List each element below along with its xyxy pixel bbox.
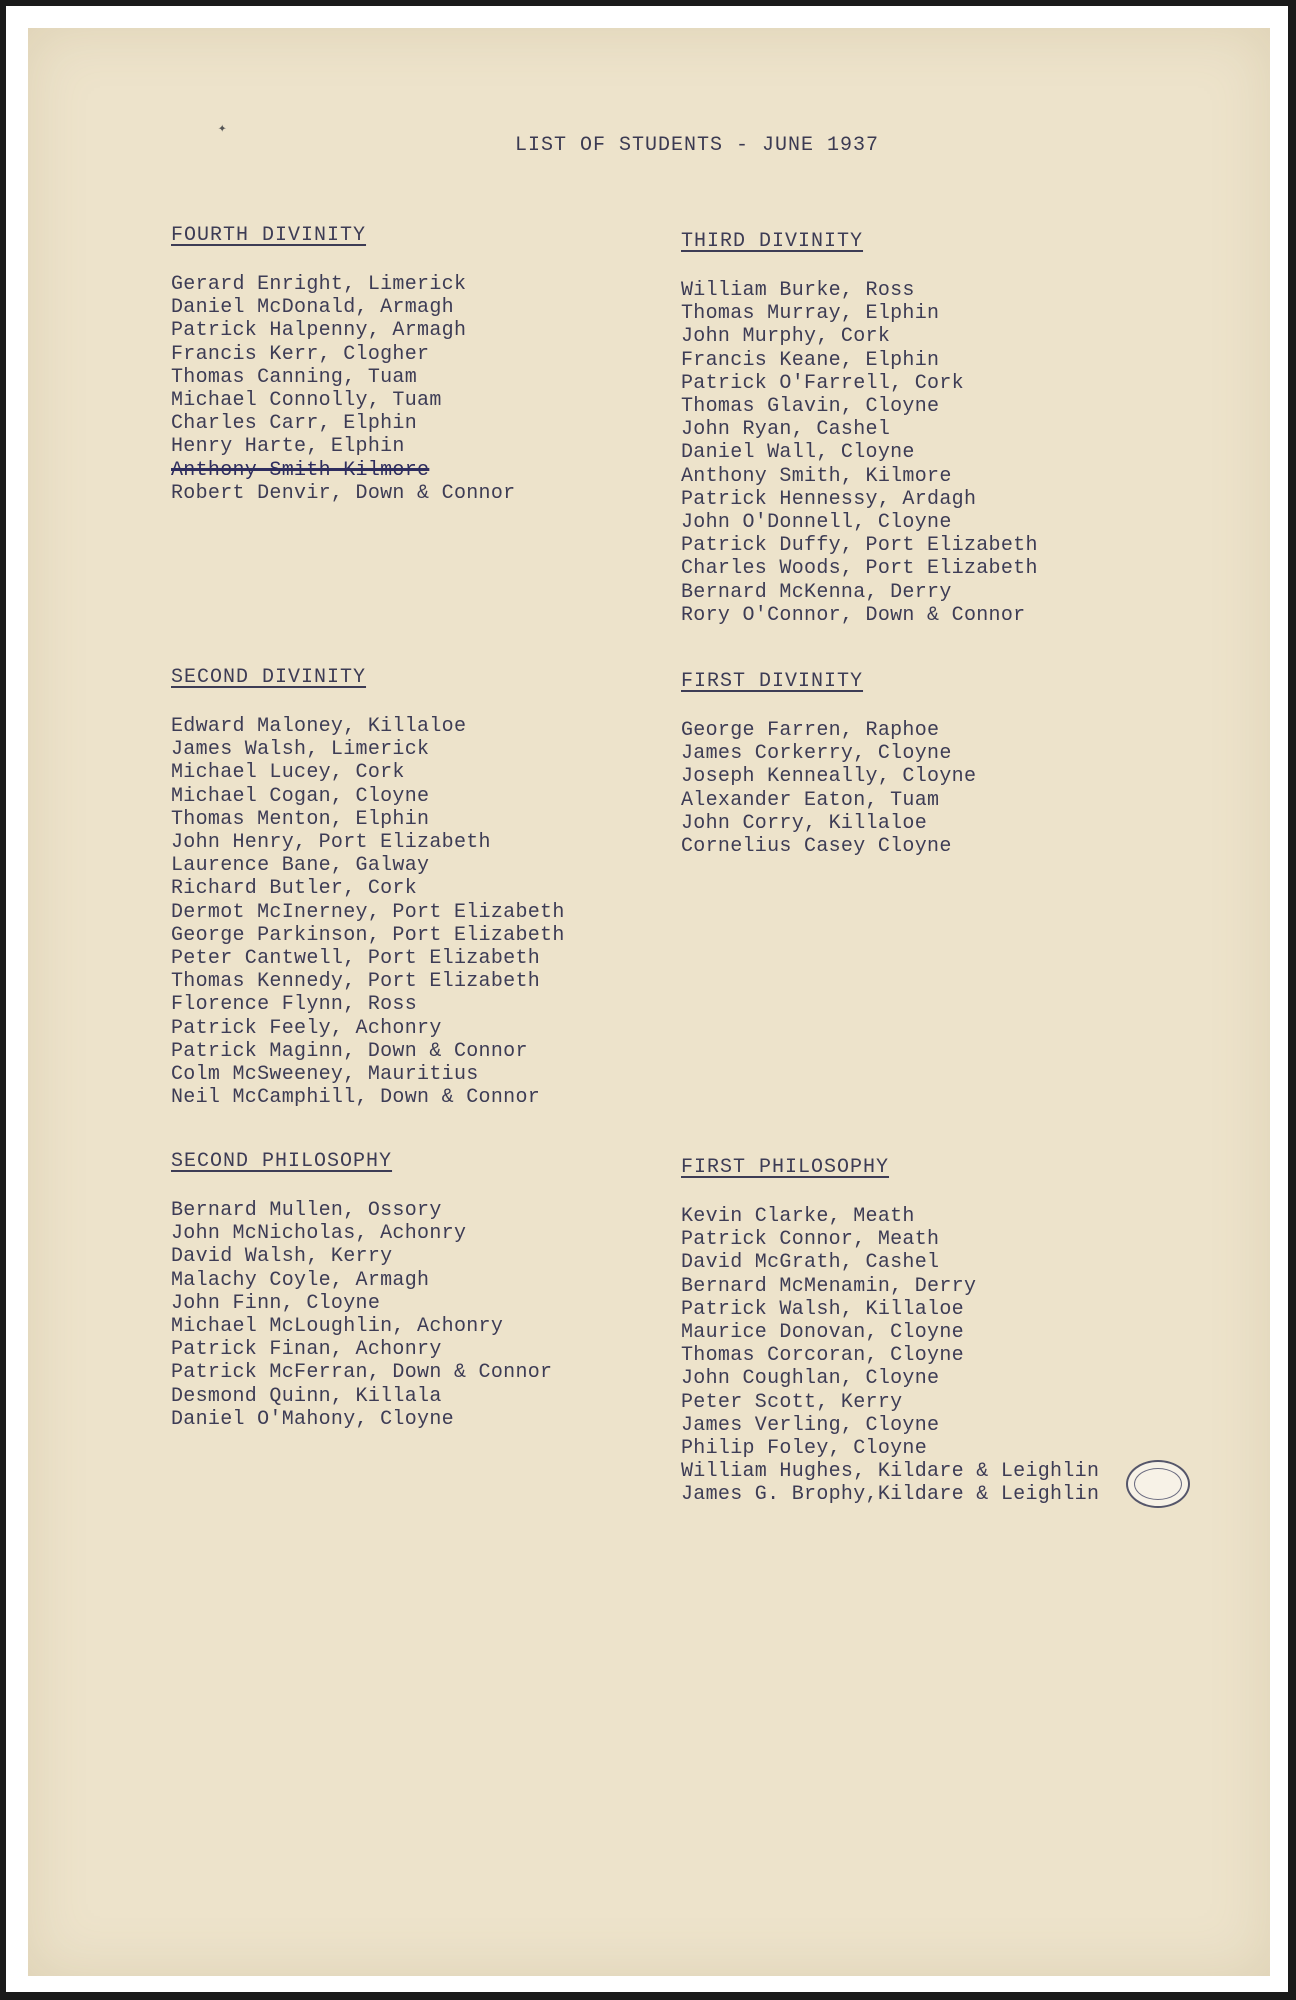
student-entry: Thomas Corcoran, Cloyne — [681, 1344, 964, 1368]
student-entry: Daniel Wall, Cloyne — [681, 441, 915, 465]
section-heading: FIRST PHILOSOPHY — [681, 1156, 890, 1179]
struck-student-entry: Anthony Smith Kilmore — [171, 458, 430, 482]
student-list — [171, 273, 515, 505]
student-entry: Bernard McMenamin, Derry — [681, 1274, 977, 1298]
page-frame — [6, 6, 1288, 1992]
student-entry: Patrick Hennessy, Ardagh — [681, 487, 977, 511]
student-entry: Henry Harte, Elphin — [171, 435, 405, 459]
student-entry: William Hughes, Kildare & Leighlin — [681, 1460, 1100, 1484]
student-entry: Patrick Connor, Meath — [681, 1228, 940, 1252]
student-entry: John McNicholas, Achonry — [171, 1222, 467, 1246]
section-heading: FOURTH DIVINITY — [171, 224, 367, 247]
student-entry: James Corkerry, Cloyne — [681, 742, 952, 766]
section-heading: SECOND PHILOSOPHY — [171, 1150, 393, 1173]
document-title: LIST OF STUDENTS - JUNE 1937 — [514, 134, 880, 157]
student-entry: John Coughlan, Cloyne — [681, 1367, 940, 1391]
student-entry: Daniel O'Mahony, Cloyne — [171, 1407, 454, 1431]
student-entry: Michael McLoughlin, Achonry — [171, 1315, 504, 1339]
student-entry: Colm McSweeney, Mauritius — [171, 1063, 479, 1087]
student-entry: Patrick O'Farrell, Cork — [681, 371, 964, 395]
student-entry: Malachy Coyle, Armagh — [171, 1268, 430, 1292]
student-entry: Patrick Maginn, Down & Connor — [171, 1039, 528, 1063]
student-entry: Bernard McKenna, Derry — [681, 580, 952, 604]
student-entry: James Walsh, Limerick — [171, 738, 430, 762]
document-paper — [28, 28, 1270, 1976]
student-entry: Peter Scott, Kerry — [681, 1390, 903, 1414]
student-entry: John O'Donnell, Cloyne — [681, 511, 952, 535]
student-entry: Patrick Halpenny, Armagh — [171, 319, 467, 343]
student-entry: Desmond Quinn, Killala — [171, 1384, 442, 1408]
student-entry: Cornelius Casey Cloyne — [681, 835, 952, 859]
student-entry: Francis Kerr, Clogher — [171, 342, 430, 366]
student-entry: Daniel McDonald, Armagh — [171, 296, 454, 320]
student-entry: James G. Brophy,Kildare & Leighlin — [681, 1483, 1100, 1507]
student-entry: John Henry, Port Elizabeth — [171, 831, 491, 855]
student-list — [171, 715, 565, 1109]
section-first-divinity — [681, 670, 976, 858]
student-list — [171, 1199, 552, 1431]
student-entry: Patrick Duffy, Port Elizabeth — [681, 534, 1038, 558]
student-entry: Anthony Smith, Kilmore — [681, 464, 952, 488]
section-heading: SECOND DIVINITY — [171, 666, 367, 689]
student-entry: Edward Maloney, Killaloe — [171, 715, 467, 738]
student-entry: Francis Keane, Elphin — [681, 348, 940, 372]
student-entry: George Farren, Raphoe — [681, 719, 940, 742]
student-entry: Thomas Glavin, Cloyne — [681, 395, 940, 419]
student-entry: Michael Lucey, Cork — [171, 761, 405, 785]
student-entry: Maurice Donovan, Cloyne — [681, 1321, 964, 1345]
section-heading: THIRD DIVINITY — [681, 230, 864, 253]
student-entry: John Finn, Cloyne — [171, 1291, 381, 1315]
student-entry: Thomas Murray, Elphin — [681, 302, 940, 326]
student-entry: David McGrath, Cashel — [681, 1251, 940, 1275]
student-entry: Michael Connolly, Tuam — [171, 389, 442, 413]
student-entry: John Corry, Killaloe — [681, 811, 928, 835]
student-entry: Patrick Feely, Achonry — [171, 1016, 442, 1040]
student-entry: John Ryan, Cashel — [681, 418, 891, 442]
student-entry: Philip Foley, Cloyne — [681, 1437, 928, 1461]
section-second-divinity — [171, 666, 565, 1109]
student-entry: Rory O'Connor, Down & Connor — [681, 603, 1026, 627]
student-entry: William Burke, Ross — [681, 279, 915, 302]
section-first-philosophy — [681, 1156, 1099, 1507]
student-entry: Charles Carr, Elphin — [171, 412, 418, 436]
student-entry: Joseph Kenneally, Cloyne — [681, 765, 977, 789]
student-entry: George Parkinson, Port Elizabeth — [171, 923, 565, 947]
archive-stamp — [1126, 1460, 1190, 1508]
archive-stamp-ring — [1134, 1468, 1182, 1500]
student-entry: Patrick Walsh, Killaloe — [681, 1297, 964, 1321]
student-entry: Kevin Clarke, Meath — [681, 1205, 915, 1228]
student-entry: Dermot McInerney, Port Elizabeth — [171, 900, 565, 924]
student-entry: Thomas Kennedy, Port Elizabeth — [171, 970, 541, 994]
student-entry: Robert Denvir, Down & Connor — [171, 481, 516, 505]
section-fourth-divinity — [171, 224, 515, 505]
student-entry: Patrick Finan, Achonry — [171, 1338, 442, 1362]
student-entry: John Murphy, Cork — [681, 325, 891, 349]
student-entry: Alexander Eaton, Tuam — [681, 788, 940, 812]
student-entry: Charles Woods, Port Elizabeth — [681, 557, 1038, 581]
student-entry: Neil McCamphill, Down & Connor — [171, 1086, 541, 1110]
student-entry: Florence Flynn, Ross — [171, 993, 418, 1017]
student-list — [681, 1205, 1099, 1507]
student-entry: Patrick McFerran, Down & Connor — [171, 1361, 553, 1385]
ink-mark-icon: ✦ — [218, 121, 227, 137]
student-entry: James Verling, Cloyne — [681, 1413, 940, 1437]
section-heading: FIRST DIVINITY — [681, 670, 864, 693]
student-list — [681, 719, 976, 858]
student-entry: Peter Cantwell, Port Elizabeth — [171, 947, 541, 971]
student-entry: David Walsh, Kerry — [171, 1245, 393, 1269]
student-entry: Laurence Bane, Galway — [171, 854, 430, 878]
student-list — [681, 279, 1038, 627]
section-second-philosophy — [171, 1150, 552, 1431]
section-third-divinity — [681, 230, 1038, 627]
student-entry: Thomas Menton, Elphin — [171, 807, 430, 831]
student-entry: Thomas Canning, Tuam — [171, 365, 418, 389]
student-entry: Bernard Mullen, Ossory — [171, 1199, 442, 1222]
student-entry: Gerard Enright, Limerick — [171, 273, 467, 296]
student-entry: Richard Butler, Cork — [171, 877, 418, 901]
student-entry: Michael Cogan, Cloyne — [171, 784, 430, 808]
